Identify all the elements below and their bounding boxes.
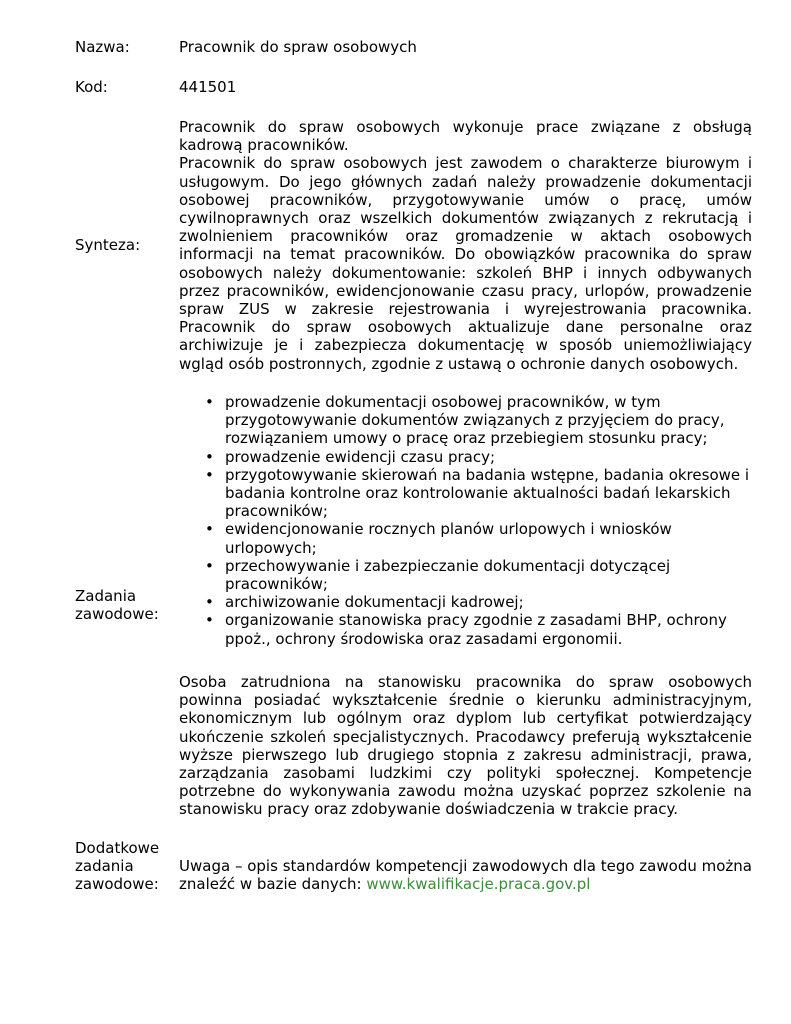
uwaga-note: Uwaga – opis standardów kompetencji zawodowych dla tego zawodu można znaleźć w bazie danych: — [179, 857, 752, 894]
zadania-list-item: • ewidencjonowanie rocznych planów urlopowych i wniosków urlopowych; — [179, 520, 752, 556]
zadania-label-line1: Zadania — [75, 587, 137, 605]
dodatkowe-label-line2: zadania — [75, 857, 134, 876]
dodatkowe-label — [75, 839, 175, 894]
zadania-list — [179, 393, 752, 648]
synteza-section — [179, 118, 752, 373]
kwalifikacje-link[interactable]: www.kwalifikacje.praca.gov.pl — [366, 875, 591, 894]
zadania-list-item: • archiwizowanie dokumentacji kadrowej; — [179, 593, 752, 611]
dodatkowe-section — [179, 673, 752, 819]
zadania-list-container — [179, 393, 752, 648]
dodatkowe-label-line3: zawodowe: — [75, 875, 159, 894]
zadania-list-item: • przechowywanie i zabezpieczanie dokumentacji dotyczącej pracowników; — [179, 557, 752, 593]
dodatkowe-paragraph: Osoba zatrudniona na stanowisku pracownika do spraw osobowych powinna posiadać wykształcenie średnie o kierunku administracyjnym, ekonomicznym lub ogólnym oraz dyplom lub certyfikat potwierdzający ukończenie szkoleń specjalistycznych. Pracodawcy preferują wykształcenie wyższe pierwszego lub drugiego stopnia z zakresu administracji, prawa, zarządzania zasobami ludzkimi czy polityki społecznej. Kompetencje potrzebne do wykonywania zawodu można uzyskać poprzez szkolenie na stanowisku pracy oraz zdobywanie doświadczenia w trakcie pracy. — [179, 673, 752, 819]
zadania-list-item: • przygotowywanie skierowań na badania wstępne, badania okresowe i badania kontrolne oraz kontrolowanie aktualności badań lekarskich pracowników; — [179, 466, 752, 521]
uwaga-section — [179, 857, 752, 893]
zadania-list-item: • organizowanie stanowiska pracy zgodnie z zasadami BHP, ochrony ppoż., ochrony środowiska oraz zasadami ergonomii. — [179, 611, 752, 647]
nazwa-value: Pracownik do spraw osobowych — [179, 38, 417, 56]
synteza-paragraph-1: Pracownik do spraw osobowych wykonuje prace związane z obsługą kadrową pracowników. — [179, 118, 752, 155]
zadania-label — [75, 587, 175, 623]
nazwa-label: Nazwa: — [75, 38, 130, 56]
synteza-paragraph-2: Pracownik do spraw osobowych jest zawodem o charakterze biurowym i usługowym. Do jego głównych zadań należy prowadzenie dokumentacji osobowej pracowników, przygotowywanie umów o pracę, umów cywilnoprawnych oraz wszelkich dokumentów związanych z rekrutacją i zwolnieniem pracowników oraz gromadzenie w aktach osobowych informacji na temat pracowników. Do obowiązków pracownika do spraw osobowych należy dokumentowanie: szkoleń BHP i innych odbywanych przez pracowników, ewidencjonowanie czasu pracy, urlopów, prowadzenie spraw ZUS w zakresie rejestrowania i wyrejestrowania pracownika. Pracownik do spraw osobowych aktualizuje dane personalne oraz archiwizuje je i zabezpiecza dokumentację w sposób uniemożliwiający wgląd osób postronnych, zgodnie z ustawą o ochronie danych osobowych. — [179, 154, 752, 373]
dodatkowe-label-line1: Dodatkowe — [75, 839, 160, 857]
zadania-list-item: • prowadzenie dokumentacji osobowej pracowników, w tym przygotowywanie dokumentów związanych z przyjęciem do pracy, rozwiązaniem umowy o pracę oraz przebiegiem stosunku pracy; — [179, 393, 752, 448]
kod-value: 441501 — [179, 78, 237, 96]
synteza-label: Synteza: — [75, 236, 141, 254]
zadania-list-item: • prowadzenie ewidencji czasu pracy; — [179, 448, 752, 466]
kod-label: Kod: — [75, 78, 108, 96]
zadania-label-line2: zawodowe: — [75, 605, 159, 624]
